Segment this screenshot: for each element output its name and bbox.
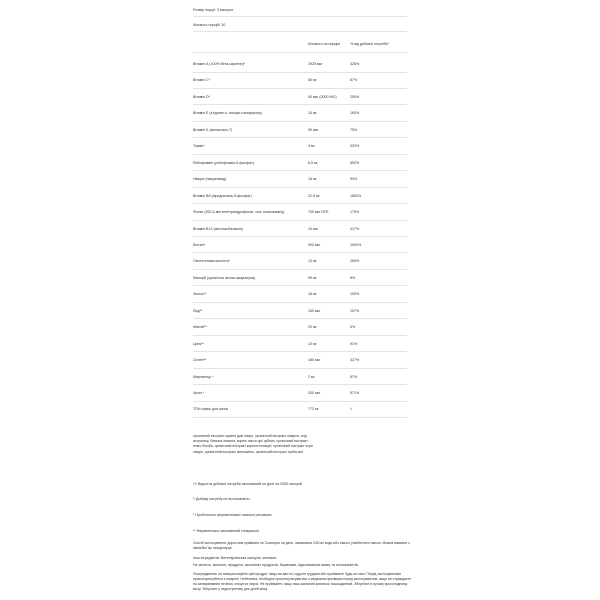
nutrient-percent: 87% xyxy=(350,374,358,379)
nutrient-amount: 2 мг xyxy=(308,374,315,379)
nutrient-amount: 24 мг xyxy=(308,111,317,116)
nutrient-percent: 325% xyxy=(350,62,360,66)
nutrient-amount: 700 мкг DFE xyxy=(308,210,329,215)
nutrient-name: Вітамін A (100% бета-каротин)* xyxy=(193,62,246,66)
row-divider xyxy=(193,285,407,286)
row-divider xyxy=(193,401,407,402)
row-divider xyxy=(193,269,407,270)
nutrient-name: Йод** xyxy=(193,308,203,313)
row-divider xyxy=(193,302,407,303)
nutrient-name: Вітамін E (з'єднані d- альфа-токоферолу) xyxy=(193,111,263,116)
nutrient-name: Кальцій (органічна яєчна шкаралупа) xyxy=(193,275,256,280)
nutrient-amount: 180 мкг xyxy=(308,358,321,363)
nutrient-amount: 200 мкг xyxy=(308,391,321,395)
nutrient-name: Рибофлавін (рибофлавін-5-фосфат) xyxy=(193,160,254,165)
divider xyxy=(193,31,407,32)
nutrient-name: Магній** xyxy=(193,325,207,330)
nutrient-amount: 20 мг xyxy=(308,325,317,330)
nutrient-amount: 90 мкг xyxy=(308,127,319,132)
row-divider xyxy=(193,203,407,204)
footnote-fermented: ** Ферментисно заплавений тинкуальні. xyxy=(193,529,260,533)
row-divider xyxy=(193,72,407,73)
nutrient-name: Тіамін* xyxy=(193,144,205,149)
row-divider xyxy=(193,252,407,253)
nutrient-amount: 60 мг xyxy=(308,78,317,83)
nutrient-percent: 100% xyxy=(350,292,360,297)
nutrient-name: Біотин* xyxy=(193,242,206,247)
row-divider xyxy=(193,417,407,418)
nutrient-percent: 417% xyxy=(350,226,360,231)
row-divider xyxy=(193,368,407,369)
row-divider xyxy=(193,137,407,138)
nutrient-name: Вітамін D* xyxy=(193,94,211,99)
nutrient-percent: † xyxy=(350,407,352,412)
nutrient-name: Фолат (262,5-метилтетрагідрофолат, сіль глюкозаміну) xyxy=(193,210,285,215)
row-divider xyxy=(193,104,407,105)
nutrient-percent: 250% xyxy=(350,94,360,99)
nutrient-amount: 13 мг xyxy=(308,259,317,264)
free-from-text: Не містить: молочні, продукти, молочних продуктів, барвників, підсилювачів смаку та консервантів. xyxy=(193,563,359,567)
nutrient-amount: 300 мкг xyxy=(308,242,321,247)
servings-count: Кількість порцій: 30 xyxy=(193,23,226,27)
row-divider xyxy=(193,121,407,122)
nutrient-percent: 8% xyxy=(350,275,356,280)
nutrient-name: Вітамін B12 (метилкобаламін) xyxy=(193,226,243,231)
nutrient-amount: 31.5 мг xyxy=(308,193,320,198)
nutrient-amount: 6.5 мг xyxy=(308,160,318,165)
nutrient-name: Селен** xyxy=(193,358,207,363)
row-divider xyxy=(193,236,407,237)
nutrient-name: ТОН суміш для жінок xyxy=(193,407,229,412)
header-amount: Кількість на порцію xyxy=(308,42,341,46)
divider xyxy=(193,52,407,53)
nutrient-percent: 107% xyxy=(350,308,360,313)
row-divider xyxy=(193,187,407,188)
other-ingredients: Інші інгредієнти: Вегетаріанська капсула, желатин. xyxy=(193,556,278,560)
nutrient-percent: 67% xyxy=(350,78,358,83)
nutrient-amount: 2925 мкг xyxy=(308,62,323,66)
nutrient-amount: 99 мг xyxy=(308,275,317,280)
nutrient-name: Хром * xyxy=(193,391,205,395)
nutrient-percent: 160% xyxy=(350,111,360,116)
nutrient-name: Цинк** xyxy=(193,341,205,346)
row-divider xyxy=(193,88,407,89)
blend-text: органічний екстракт кореня дикі лікарі, органічний екстракт лікарня, ягід астрагалу, Лимона лимона, корені листя цієї зубних, органічний екстракт гінкго білоба, органічний екстракт кореня ехінацеї, органічний екстракт кори лікаря, органічний екстракт женьшеню, органічний екстракт гриба шиї xyxy=(193,434,313,454)
row-divider xyxy=(193,318,407,319)
nutrient-percent: 75% xyxy=(350,127,358,132)
row-divider xyxy=(193,335,407,336)
nutrient-percent: 1853% xyxy=(350,193,362,198)
nutrient-percent: 333% xyxy=(350,144,360,149)
nutrient-amount: 4 мг xyxy=(308,144,315,149)
row-divider xyxy=(193,170,407,171)
nutrient-name: Марганець * xyxy=(193,374,214,379)
nutrient-amount: 150 мкг xyxy=(308,308,321,313)
nutrient-percent: 91% xyxy=(350,341,358,346)
nutrient-percent: 94% xyxy=(350,177,358,182)
row-divider xyxy=(193,154,407,155)
footnote-daily-value: †† Відсоток добової потреби заснований на дієті на 2000 калорій. xyxy=(193,482,303,486)
usage-text: Спосіб застосування: дорослим приймати по 3 капсули на день, запиваючи 240 мл води або іншого улюбленого напою. Можна вживати з їжею/без їжі натщесерце. xyxy=(193,541,410,550)
warning-text: Попередження: не використовуйте цей продукт, якщо ви вагітні, годуєте грудьми або приймаєте будь-які ліки. Перед застосуванням проконсультуйтеся з лікарем. Небезпека, необхідно проконсультуватися з медичним фахівцем перед застосуванням, якщо ви страждаєте на захворювання печінки, серця чи нирок. Не приймайте, якщо ваш захисний ковпачок пошкоджений. Зберігати в сухому прохолодному місці. Зберігати у недоступному для дітей місці. xyxy=(193,572,411,591)
footnote-not-established: † Добову потребу не встановлено. xyxy=(193,497,251,501)
nutrient-percent: 327% xyxy=(350,358,360,363)
serving-size: Розмір порції: 3 капсули xyxy=(193,8,234,12)
footnote-probiotic: * Пробіотично ферментовані ниальні речовини. xyxy=(193,513,273,517)
nutrient-percent: 571% xyxy=(350,391,360,395)
nutrient-percent: 500% xyxy=(350,160,360,165)
nutrient-percent: 1000% xyxy=(350,242,362,247)
nutrient-name: Залізо** xyxy=(193,292,207,297)
nutrient-name: Ніацин (ніацинамід) xyxy=(193,177,227,182)
nutrient-amount: 15 мг xyxy=(308,177,317,182)
nutrient-name: Вітамін K (менахінон-7) xyxy=(193,127,233,132)
row-divider xyxy=(193,351,407,352)
nutrient-name: Вітамін B6 (піридоксаль-5-фосфат) xyxy=(193,193,252,198)
nutrient-amount: 772 мг xyxy=(308,407,319,412)
row-divider xyxy=(193,220,407,221)
nutrient-percent: 175% xyxy=(350,210,360,215)
nutrient-amount: 10 мкг xyxy=(308,226,319,231)
divider xyxy=(193,16,407,17)
nutrient-percent: 5% xyxy=(350,325,356,330)
nutrient-name: Вітамін C* xyxy=(193,78,211,83)
header-percent: % від добової потреби* xyxy=(350,42,389,46)
nutrient-amount: 10 мг xyxy=(308,341,317,346)
nutrient-percent: 260% xyxy=(350,259,360,264)
nutrient-name: Пантотенова кислота* xyxy=(193,259,230,264)
nutrient-amount: 50 мкг (2000 МО) xyxy=(308,94,337,99)
row-divider xyxy=(193,384,407,385)
nutrient-amount: 18 мг xyxy=(308,292,317,297)
